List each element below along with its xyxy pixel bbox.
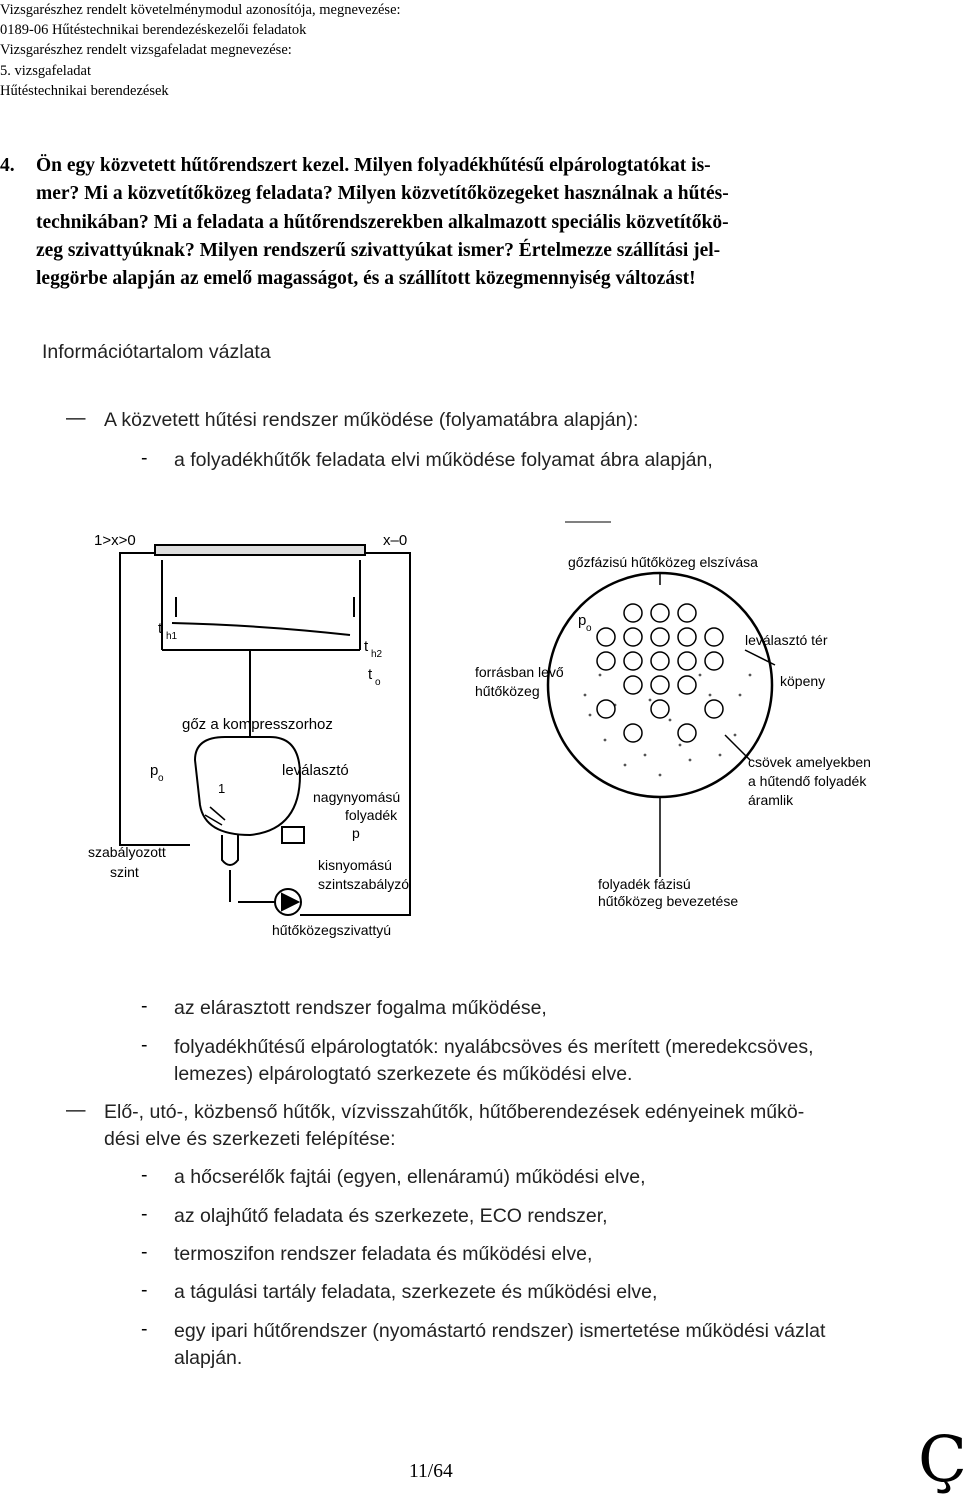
info-content-title: Információtartalom vázlata: [42, 341, 271, 363]
label-th1: t: [158, 620, 163, 637]
level-regulator-box: [282, 827, 304, 843]
task-line: zeg szivattyúknak? Milyen rendszerű szivattyúkat ismer? Értelmezze szállítási jel-: [36, 239, 721, 261]
pump-arrow-icon: [282, 894, 298, 910]
label-low-pressure-1: kisnyomású: [318, 857, 392, 873]
header-line-5: Hűtéstechnikai berendezések: [0, 82, 169, 99]
label-po-right-sub: o: [586, 623, 592, 634]
label-th1-sub: h1: [166, 631, 178, 642]
list-hyphen: -: [141, 1279, 148, 1301]
page-number: 11/64: [409, 1461, 453, 1482]
list-hyphen: -: [141, 447, 148, 469]
topic-2-line-1: Elő-, utó-, közbenső hűtők, vízvisszahűtők, hűtőberendezések edényeinek műkö-: [104, 1101, 805, 1123]
task-question: [0, 152, 940, 293]
header-line-1: Vizsgarészhez rendelt követelménymodul azonosítója, megnevezése:: [0, 2, 401, 18]
evaporator-top-plate: [155, 545, 365, 555]
label-boiling-2: hűtőközeg: [475, 683, 540, 699]
header-line-2: 0189-06 Hűtéstechnikai berendezéskezelői feladatok: [0, 22, 307, 39]
label-low-pressure-2: szintszabályzó: [318, 876, 410, 892]
task-number: 4.: [0, 155, 15, 176]
label-regulated-2: szint: [110, 864, 139, 880]
topic-1-text: A közvetett hűtési rendszer működése (folyamatábra alapján):: [104, 409, 639, 431]
separator-sump: [222, 835, 238, 865]
label-high-pressure-1: nagynyomású: [313, 789, 401, 805]
label-th2: t: [364, 638, 369, 655]
label-to: t: [368, 666, 373, 683]
label-pump: hűtőközegszivattyú: [272, 922, 392, 938]
separator-vessel: [195, 737, 300, 835]
label-gas-extraction: gőzfázisú hűtőközeg elszívása: [568, 554, 758, 570]
label-po-right: p: [578, 612, 587, 629]
list-hyphen: -: [141, 1318, 148, 1340]
list-item: egy ipari hűtőrendszer (nyomástartó rendszer) ismertetése működési vázlat: [174, 1320, 826, 1342]
list-item: az elárasztott rendszer fogalma működése,: [174, 997, 547, 1019]
label-num-1: 1: [218, 781, 226, 796]
label-separator: leválasztó: [282, 762, 349, 779]
list-item: a hőcserélők fajtái (egyen, ellenáramú) működési elve,: [174, 1166, 646, 1188]
topic-dash: —: [66, 407, 86, 429]
list-item: folyadékhűtésű elpárologtatók: nyalábcsöves és merített (meredekcsöves,: [174, 1036, 814, 1058]
temperature-curve: [172, 623, 350, 635]
list-item: az olajhűtő feladata és szerkezete, ECO rendszer,: [174, 1205, 608, 1227]
label-gas-to-compressor: gőz a kompresszorhoz: [182, 716, 333, 733]
label-to-sub: o: [375, 677, 381, 688]
label-po-sub: o: [158, 773, 164, 784]
label-regulated-1: szabályozott: [88, 844, 166, 860]
signature-mark: Ç: [918, 1423, 967, 1497]
list-item-continuation: alapján.: [174, 1347, 243, 1369]
label-separation-space: leválasztó tér: [745, 632, 828, 648]
label-high-pressure-2: folyadék: [345, 807, 398, 823]
task-line: Ön egy közvetett hűtőrendszert kezel. Milyen folyadékhűtésű elpárologtatókat is-: [36, 155, 711, 176]
header-line-4: 5. vizsgafeladat: [0, 62, 91, 79]
evaporator-diagram: [0, 505, 960, 950]
topic-dash: —: [66, 1099, 86, 1121]
topic-2-line-2: dési elve és szerkezeti felépítése:: [104, 1128, 396, 1150]
spray-line: [210, 807, 225, 820]
header-line-3: Vizsgarészhez rendelt vizsgafeladat megnevezése:: [0, 42, 292, 59]
label-tubes-3: áramlik: [748, 792, 794, 808]
label-ratio-left: 1>x>0: [94, 532, 136, 549]
list-hyphen: -: [141, 1164, 148, 1186]
list-hyphen: -: [141, 1034, 148, 1056]
list-hyphen: -: [141, 1203, 148, 1225]
list-item: a tágulási tartály feladata, szerkezete és működési elve,: [174, 1281, 658, 1303]
task-line: technikában? Mi a feladata a hűtőrendszerekben alkalmazott speciális közvetítőkö-: [36, 211, 729, 233]
list-item: a folyadékhűtők feladata elvi működése folyamat ábra alapján,: [174, 449, 713, 471]
list-item-continuation: lemezes) elpárologtató szerkezete és működési elve.: [174, 1063, 633, 1085]
list-hyphen: -: [141, 995, 148, 1017]
label-po: p: [150, 762, 159, 779]
label-tubes-1: csövek amelyekben: [748, 754, 871, 770]
label-liquid-1: folyadék fázisú: [598, 876, 691, 892]
list-hyphen: -: [141, 1241, 148, 1263]
label-shell: köpeny: [780, 673, 826, 689]
label-tubes-2: a hűtendő folyadék: [748, 773, 867, 789]
label-p: p: [352, 825, 360, 841]
task-line: leggörbe alapján az emelő magasságot, és a szállított közegmennyiség változást!: [36, 268, 696, 290]
document-header: [0, 0, 401, 101]
label-liquid-2: hűtőközeg bevezetése: [598, 893, 739, 909]
label-ratio-right: x–0: [383, 532, 408, 549]
label-th2-sub: h2: [371, 649, 383, 660]
label-boiling-1: forrásban levő: [475, 664, 564, 680]
task-line: mer? Mi a közvetítőközeg feladata? Milyen közvetítőközegeket használnak a hűtés-: [36, 183, 729, 205]
list-item: termoszifon rendszer feladata és működési elve,: [174, 1243, 593, 1265]
pipe-left-loop: [120, 553, 190, 845]
